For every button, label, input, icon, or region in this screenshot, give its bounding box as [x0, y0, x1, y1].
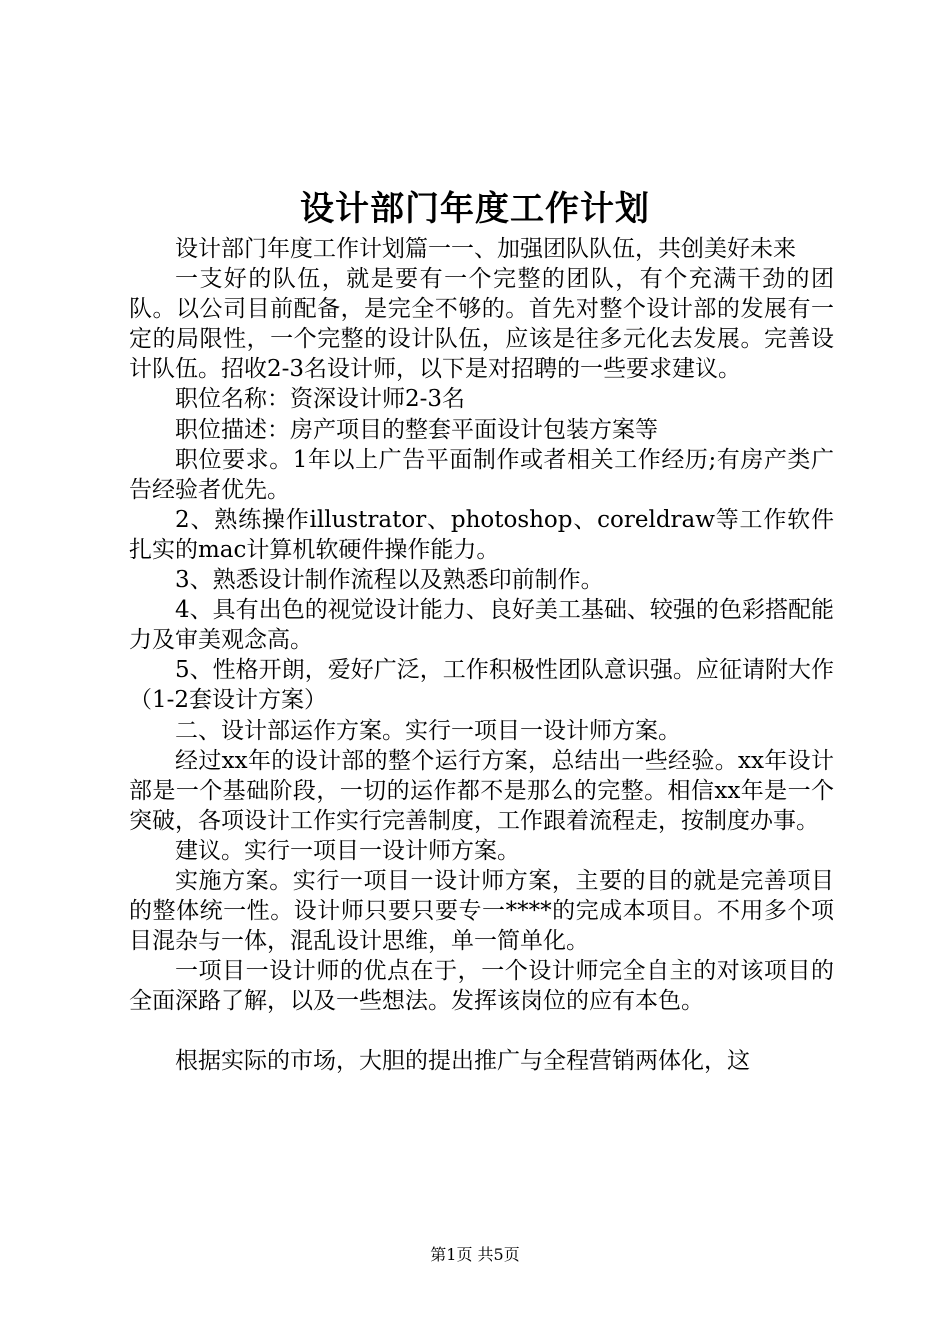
document-body	[129, 234, 834, 1077]
paragraph-implementation: 实施方案。实行一项目一设计师方案，主要的目的就是完善项目的整体统一性。设计师只要只要专一****的完成本项目。不用多个项目混杂与一体，混乱设计思维，单一简单化。	[129, 867, 834, 955]
paragraph-requirement-3: 3、熟悉设计制作流程以及熟悉印前制作。	[175, 567, 604, 594]
paragraph-requirement-5: 5、性格开朗，爱好广泛，工作积极性团队意识强。应征请附大作（1-2套设计方案）	[129, 657, 834, 714]
paragraph-suggestion: 建议。实行一项目一设计师方案。	[175, 837, 520, 864]
page-footer: 第1页 共5页	[430, 1245, 520, 1264]
paragraph-job-requirements: 职位要求。1年以上广告平面制作或者相关工作经历;有房产类广告经验者优先。	[129, 446, 834, 503]
paragraph-advantages: 一项目一设计师的优点在于，一个设计师完全自主的对该项目的全面深路了解，以及一些想法。发挥该岗位的应有本色。	[129, 958, 834, 1015]
paragraph-requirement-4: 4、具有出色的视觉设计能力、良好美工基础、较强的色彩搭配能力及审美观念高。	[129, 597, 834, 654]
paragraph-market: 根据实际的市场，大胆的提出推广与全程营销两体化，这	[175, 1048, 750, 1075]
paragraph-section-two: 二、设计部运作方案。实行一项目一设计师方案。	[175, 717, 681, 744]
paragraph-experience: 经过xx年的设计部的整个运行方案，总结出一些经验。xx年设计部是一个基础阶段，一切的运作都不是那么的完整。相信xx年是一个突破，各项设计工作实行完善制度，工作跟着流程走，按制度办事。	[129, 747, 834, 834]
paragraph-job-title: 职位名称：资深设计师2-3名	[175, 386, 466, 413]
paragraph-job-description: 职位描述：房产项目的整套平面设计包装方案等	[175, 416, 658, 443]
paragraph-requirement-2: 2、熟练操作illustrator、photoshop、coreldraw等工作软件扎实的mac计算机软硬件操作能力。	[129, 506, 834, 563]
document-title: 设计部门年度工作计划	[300, 189, 650, 229]
paragraph-intro: 设计部门年度工作计划篇一一、加强团队队伍，共创美好未来	[175, 236, 796, 262]
paragraph-team: 一支好的队伍，就是要有一个完整的团队，有个充满干劲的团队。以公司目前配备，是完全不够的。首先对整个设计部的发展有一定的局限性，一个完整的设计队伍，应该是往多元化去发展。完善设计队伍。招收2-3名设计师，以下是对招聘的一些要求建议。	[129, 266, 834, 383]
